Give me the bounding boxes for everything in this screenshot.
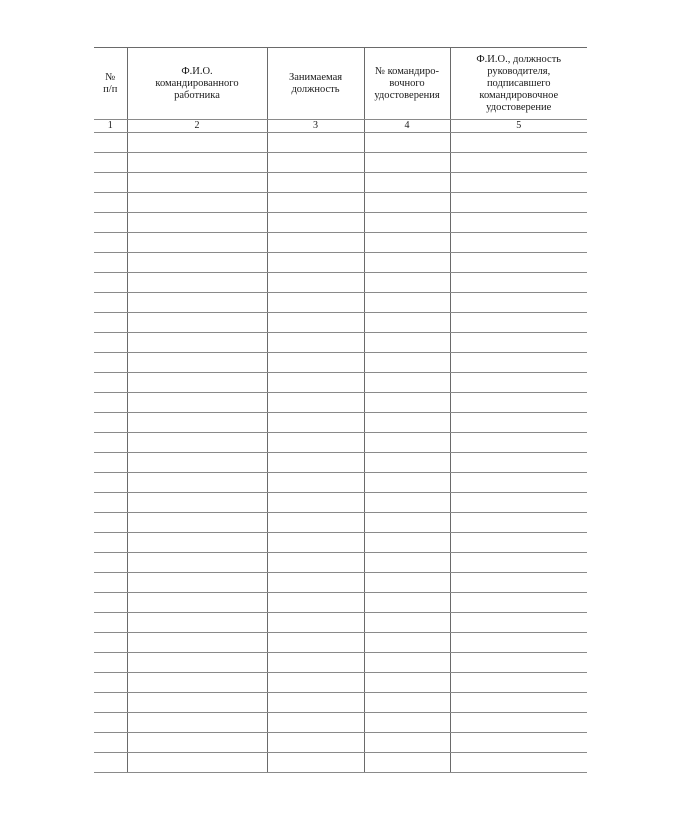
table-cell xyxy=(267,573,364,593)
table-cell xyxy=(450,133,587,153)
table-cell xyxy=(450,273,587,293)
column-number-3: 3 xyxy=(267,120,364,133)
table-cell xyxy=(94,693,127,713)
table-cell xyxy=(267,393,364,413)
table-row xyxy=(94,173,587,193)
table-row xyxy=(94,233,587,253)
table-row xyxy=(94,353,587,373)
table-cell xyxy=(127,153,267,173)
table-row xyxy=(94,393,587,413)
table-cell xyxy=(127,133,267,153)
table-cell xyxy=(267,693,364,713)
table-cell xyxy=(267,193,364,213)
table-row xyxy=(94,533,587,553)
table-cell xyxy=(94,713,127,733)
table-row xyxy=(94,493,587,513)
table-row xyxy=(94,573,587,593)
table-cell xyxy=(267,493,364,513)
table-row xyxy=(94,633,587,653)
header-cell-signing-manager: Ф.И.О., должность руководителя, подписавшего командировочное удостоверение xyxy=(450,48,587,120)
table-cell xyxy=(364,273,450,293)
table-row xyxy=(94,753,587,773)
table-cell xyxy=(127,173,267,193)
table-cell xyxy=(94,733,127,753)
table-row xyxy=(94,273,587,293)
table-cell xyxy=(450,253,587,273)
table-cell xyxy=(94,353,127,373)
table-cell xyxy=(94,673,127,693)
table-cell xyxy=(364,733,450,753)
table-cell xyxy=(364,653,450,673)
table-cell xyxy=(364,433,450,453)
table-cell xyxy=(450,613,587,633)
table-row xyxy=(94,653,587,673)
table-row xyxy=(94,333,587,353)
table-cell xyxy=(364,553,450,573)
table-row xyxy=(94,613,587,633)
table-cell xyxy=(94,273,127,293)
table-cell xyxy=(267,293,364,313)
table-cell xyxy=(364,593,450,613)
table-cell xyxy=(267,273,364,293)
table-cell xyxy=(364,313,450,333)
table-cell xyxy=(450,193,587,213)
table-cell xyxy=(267,613,364,633)
column-number-2: 2 xyxy=(127,120,267,133)
table-cell xyxy=(127,293,267,313)
table-row xyxy=(94,133,587,153)
table-row xyxy=(94,373,587,393)
table-cell xyxy=(127,333,267,353)
table-cell xyxy=(450,513,587,533)
table-cell xyxy=(364,753,450,773)
table-row xyxy=(94,193,587,213)
table-cell xyxy=(364,453,450,473)
table-cell xyxy=(267,753,364,773)
table-cell xyxy=(94,413,127,433)
table-cell xyxy=(450,493,587,513)
table-cell xyxy=(267,593,364,613)
table-cell xyxy=(94,313,127,333)
header-cell-number: № п/п xyxy=(94,48,127,120)
table-cell xyxy=(94,153,127,173)
table-cell xyxy=(450,553,587,573)
column-number-row xyxy=(94,120,587,133)
table-cell xyxy=(364,233,450,253)
header-row xyxy=(94,48,587,120)
table-row xyxy=(94,713,587,733)
register-body xyxy=(94,133,587,773)
table-cell xyxy=(127,213,267,233)
table-cell xyxy=(450,333,587,353)
table-cell xyxy=(450,293,587,313)
table-cell xyxy=(267,233,364,253)
table-cell xyxy=(450,153,587,173)
column-number-1: 1 xyxy=(94,120,127,133)
table-cell xyxy=(267,353,364,373)
table-cell xyxy=(450,173,587,193)
table-cell xyxy=(127,313,267,333)
table-cell xyxy=(127,633,267,653)
table-cell xyxy=(364,253,450,273)
table-cell xyxy=(450,753,587,773)
table-cell xyxy=(127,273,267,293)
table-cell xyxy=(127,373,267,393)
table-cell xyxy=(267,133,364,153)
table-cell xyxy=(127,513,267,533)
table-cell xyxy=(450,453,587,473)
table-cell xyxy=(127,553,267,573)
table-cell xyxy=(94,133,127,153)
table-cell xyxy=(127,433,267,453)
table-cell xyxy=(127,413,267,433)
table-cell xyxy=(364,613,450,633)
table-cell xyxy=(450,233,587,253)
table-cell xyxy=(267,473,364,493)
table-cell xyxy=(450,693,587,713)
table-cell xyxy=(364,673,450,693)
table-cell xyxy=(94,373,127,393)
table-cell xyxy=(94,473,127,493)
header-cell-position: Занимаемая должность xyxy=(267,48,364,120)
table-cell xyxy=(450,713,587,733)
table-cell xyxy=(94,533,127,553)
table-cell xyxy=(450,673,587,693)
table-cell xyxy=(94,753,127,773)
table-cell xyxy=(364,153,450,173)
table-cell xyxy=(267,713,364,733)
table-row xyxy=(94,513,587,533)
table-cell xyxy=(267,253,364,273)
table-cell xyxy=(364,193,450,213)
table-row xyxy=(94,593,587,613)
table-cell xyxy=(127,473,267,493)
table-cell xyxy=(127,193,267,213)
table-cell xyxy=(267,733,364,753)
table-cell xyxy=(364,393,450,413)
table-cell xyxy=(267,373,364,393)
table-row xyxy=(94,253,587,273)
table-cell xyxy=(364,293,450,313)
table-cell xyxy=(450,393,587,413)
table-cell xyxy=(94,593,127,613)
table-cell xyxy=(364,353,450,373)
table-cell xyxy=(267,513,364,533)
table-row xyxy=(94,733,587,753)
table-cell xyxy=(94,553,127,573)
table-cell xyxy=(127,233,267,253)
table-cell xyxy=(267,213,364,233)
table-cell xyxy=(127,453,267,473)
table-cell xyxy=(267,413,364,433)
table-cell xyxy=(267,173,364,193)
table-cell xyxy=(364,133,450,153)
table-cell xyxy=(94,173,127,193)
table-cell xyxy=(127,753,267,773)
table-cell xyxy=(127,533,267,553)
table-cell xyxy=(267,633,364,653)
table-cell xyxy=(94,493,127,513)
table-cell xyxy=(450,433,587,453)
table-cell xyxy=(364,173,450,193)
table-row xyxy=(94,693,587,713)
table-cell xyxy=(364,513,450,533)
column-number-5: 5 xyxy=(450,120,587,133)
table-cell xyxy=(94,333,127,353)
table-cell xyxy=(364,213,450,233)
table-cell xyxy=(364,633,450,653)
table-cell xyxy=(94,633,127,653)
table-cell xyxy=(450,353,587,373)
table-cell xyxy=(127,673,267,693)
column-number-4: 4 xyxy=(364,120,450,133)
table-cell xyxy=(364,333,450,353)
table-cell xyxy=(127,593,267,613)
table-cell xyxy=(450,733,587,753)
table-cell xyxy=(94,613,127,633)
table-cell xyxy=(267,313,364,333)
table-cell xyxy=(364,473,450,493)
table-cell xyxy=(94,193,127,213)
table-cell xyxy=(267,533,364,553)
table-row xyxy=(94,213,587,233)
table-cell xyxy=(450,533,587,553)
table-cell xyxy=(267,433,364,453)
table-cell xyxy=(127,393,267,413)
table-cell xyxy=(127,653,267,673)
table-cell xyxy=(364,573,450,593)
table-cell xyxy=(127,693,267,713)
table-cell xyxy=(364,493,450,513)
table-cell xyxy=(364,693,450,713)
table-row xyxy=(94,473,587,493)
table-cell xyxy=(94,453,127,473)
table-cell xyxy=(127,573,267,593)
table-row xyxy=(94,433,587,453)
table-cell xyxy=(450,573,587,593)
table-cell xyxy=(450,413,587,433)
table-cell xyxy=(267,453,364,473)
table-cell xyxy=(364,413,450,433)
register-table xyxy=(94,47,587,773)
table-cell xyxy=(94,393,127,413)
table-cell xyxy=(94,233,127,253)
table-cell xyxy=(267,673,364,693)
table-cell xyxy=(94,433,127,453)
header-cell-certificate-number: № командиро- вочного удостоверения xyxy=(364,48,450,120)
table-row xyxy=(94,673,587,693)
table-cell xyxy=(267,333,364,353)
table-cell xyxy=(364,533,450,553)
table-cell xyxy=(267,153,364,173)
table-cell xyxy=(127,613,267,633)
table-cell xyxy=(450,653,587,673)
table-cell xyxy=(450,633,587,653)
table-cell xyxy=(127,713,267,733)
table-cell xyxy=(94,293,127,313)
table-row xyxy=(94,153,587,173)
table-cell xyxy=(94,653,127,673)
table-row xyxy=(94,313,587,333)
table-cell xyxy=(450,473,587,493)
table-row xyxy=(94,553,587,573)
header-cell-employee-name: Ф.И.О. командированного работника xyxy=(127,48,267,120)
table-cell xyxy=(450,313,587,333)
table-cell xyxy=(94,253,127,273)
table-row xyxy=(94,453,587,473)
table-cell xyxy=(127,493,267,513)
table-cell xyxy=(127,733,267,753)
table-row xyxy=(94,293,587,313)
table-cell xyxy=(94,213,127,233)
table-cell xyxy=(127,353,267,373)
table-cell xyxy=(94,513,127,533)
table-cell xyxy=(127,253,267,273)
table-row xyxy=(94,413,587,433)
table-cell xyxy=(450,373,587,393)
table-cell xyxy=(94,573,127,593)
table-cell xyxy=(364,373,450,393)
table-cell xyxy=(450,593,587,613)
table-cell xyxy=(450,213,587,233)
table-cell xyxy=(267,553,364,573)
table-cell xyxy=(267,653,364,673)
table-cell xyxy=(364,713,450,733)
